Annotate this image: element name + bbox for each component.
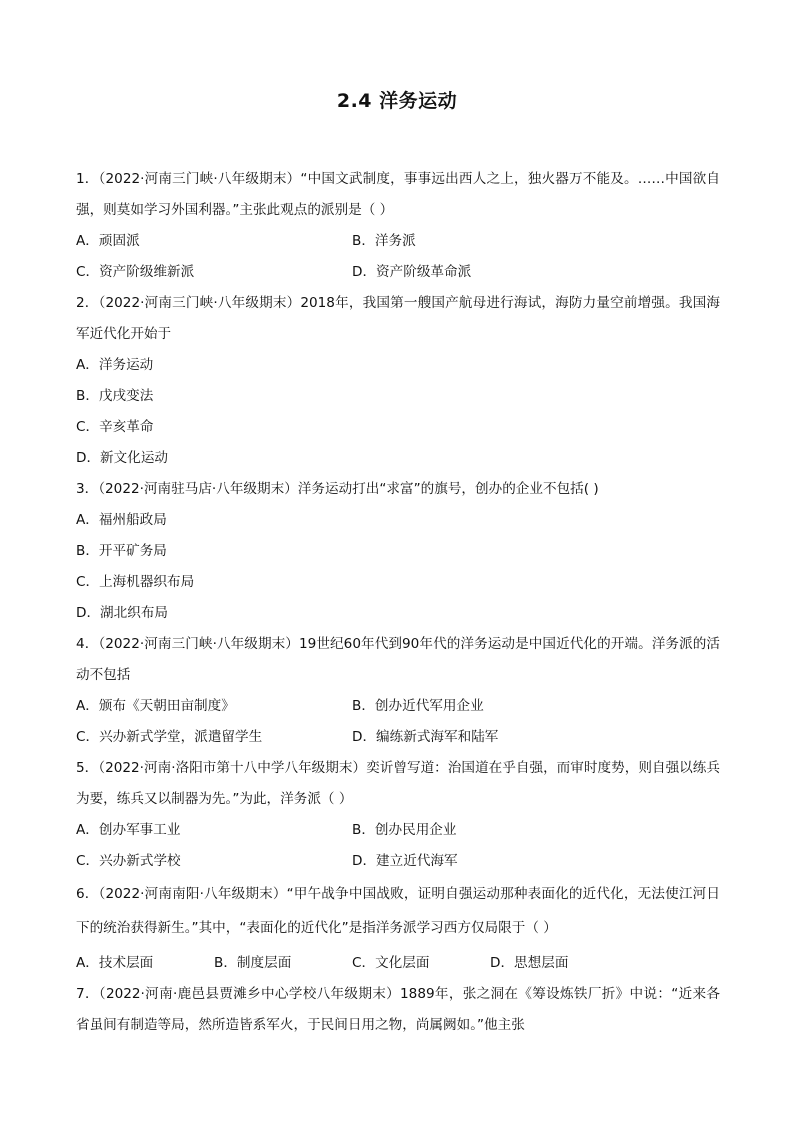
- option-a: A．技术层面: [76, 955, 154, 971]
- question-stem: 6．（2022·河南南阳·八年级期末）“甲午战争中国战败，证明自强运动那种表面化的近代化，无法使江河日下的统治获得新生。”其中，“表面化的近代化”是指洋务派学习西方仅局限于（ ）: [76, 886, 720, 936]
- option-b: B．创办民用企业: [352, 822, 457, 838]
- option-d: D．资产阶级革命派: [352, 264, 472, 280]
- question-stem: 2．（2022·河南三门峡·八年级期末）2018年，我国第一艘国产航母进行海试，海防力量空前增强。我国海军近代化开始于: [76, 295, 720, 342]
- option-c: C．文化层面: [352, 955, 430, 971]
- option-a: A．福州船政局: [76, 512, 167, 528]
- option-c: C．兴办新式学校: [76, 853, 181, 869]
- option-c: C．资产阶级维新派: [76, 264, 195, 280]
- question-list: [76, 164, 720, 1041]
- option-d: D．湖北织布局: [76, 605, 169, 621]
- option-a: A．颁布《天朝田亩制度》: [76, 698, 235, 714]
- question-stem: 3．（2022·河南驻马店·八年级期末）洋务运动打出“求富”的旗号，创办的企业不包括( ): [76, 481, 599, 497]
- question-stem: 7．（2022·河南·鹿邑县贾滩乡中心学校八年级期末）1889年，张之洞在《筹设炼铁厂折》中说：“近来各省虽间有制造等局，然所造皆系军火，于民间日用之物，尚属阙如。”他主张: [76, 986, 720, 1033]
- question-5: [76, 753, 720, 877]
- question-2: [76, 288, 720, 474]
- question-stem: 4．（2022·河南三门峡·八年级期末）19世纪60年代到90年代的洋务运动是中国近代化的开端。洋务派的活动不包括: [76, 636, 720, 683]
- option-d: D．编练新式海军和陆军: [352, 729, 499, 745]
- option-b: B．开平矿务局: [76, 543, 167, 559]
- option-d: D．新文化运动: [76, 450, 169, 466]
- option-a: A．洋务运动: [76, 357, 154, 373]
- question-stem: 1．（2022·河南三门峡·八年级期末）“中国文武制度，事事远出西人之上，独火器万不能及。……中国欲自强，则莫如学习外国利器。”主张此观点的派别是（ ）: [76, 171, 720, 218]
- options-group: [76, 505, 720, 629]
- option-b: B．洋务派: [352, 233, 416, 249]
- option-c: C．兴办新式学堂，派遣留学生: [76, 729, 263, 745]
- option-c: C．上海机器织布局: [76, 574, 195, 590]
- option-b: B．创办近代军用企业: [352, 698, 484, 714]
- option-b: B．制度层面: [214, 955, 292, 971]
- option-d: D．思想层面: [490, 955, 569, 971]
- question-1: [76, 164, 720, 288]
- options-group: [76, 350, 720, 474]
- option-a: A．创办军事工业: [76, 822, 181, 838]
- question-4: [76, 629, 720, 753]
- option-c: C．辛亥革命: [76, 419, 154, 435]
- options-group: [76, 691, 720, 753]
- option-a: A．顽固派: [76, 233, 140, 249]
- option-d: D．建立近代海军: [352, 853, 458, 869]
- question-3: [76, 474, 720, 629]
- question-7: [76, 979, 720, 1041]
- options-group: [76, 815, 720, 877]
- options-group: [76, 948, 720, 979]
- options-group: [76, 226, 720, 288]
- option-b: B．戊戌变法: [76, 388, 154, 404]
- page-title: 2.4 洋务运动: [336, 90, 458, 112]
- question-stem: 5．（2022·河南·洛阳市第十八中学八年级期末）奕䜣曾写道：治国道在乎自强，而审时度势，则自强以练兵为要，练兵又以制器为先。”为此，洋务派（ ）: [76, 760, 720, 807]
- question-6: [76, 877, 720, 979]
